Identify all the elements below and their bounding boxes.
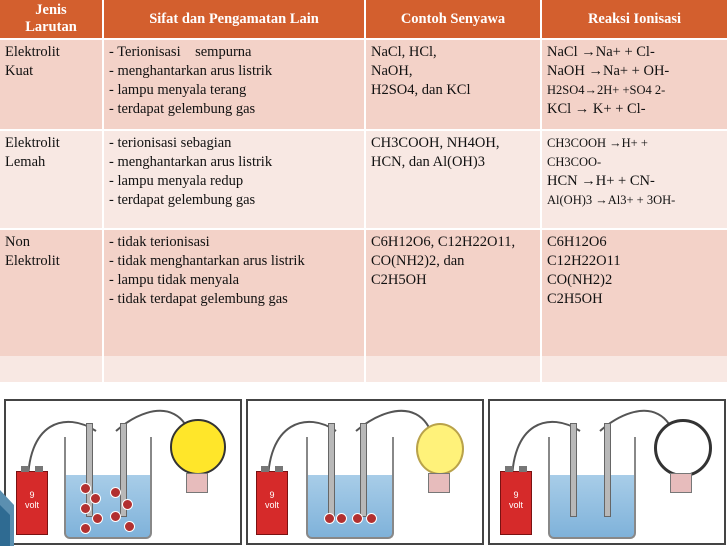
table-row xyxy=(0,130,728,229)
bubble-icon xyxy=(124,521,135,532)
electrode-icon xyxy=(360,423,367,517)
sifat-line: - Terionisasi sempurna xyxy=(109,44,252,60)
empty-cell xyxy=(103,356,365,382)
header-contoh: Contoh Senyawa xyxy=(365,0,541,39)
contoh-line: NaCl, HCl, xyxy=(371,44,437,60)
sifat-cell xyxy=(103,229,365,356)
reaksi-line: NaCl →Na+ + Cl- xyxy=(547,44,655,60)
reaksi-line: Al(OH)3 →Al3+ + 3OH- xyxy=(547,193,676,207)
sifat-line: - tidak menghantarkan arus listrik xyxy=(109,253,305,269)
lamp-base-icon xyxy=(186,473,208,493)
electrode-icon xyxy=(570,423,577,517)
bubble-icon xyxy=(80,523,91,534)
contoh-cell xyxy=(365,39,541,130)
jenis-line: Elektrolit xyxy=(5,135,60,151)
reaksi-cell xyxy=(541,130,728,229)
jenis-cell xyxy=(0,130,103,229)
beaker-icon xyxy=(306,437,394,539)
experiment-non-electrolyte xyxy=(488,399,726,545)
jenis-line: Elektrolit xyxy=(5,44,60,60)
reaksi-line: CH3COO- xyxy=(547,155,602,169)
jenis-line: Non xyxy=(5,234,30,250)
lamp-base-icon xyxy=(670,473,692,493)
contoh-cell xyxy=(365,130,541,229)
contoh-line: NaOH, xyxy=(371,63,413,79)
contoh-line: CH3COOH, NH4OH, xyxy=(371,135,500,151)
table-row xyxy=(0,229,728,356)
bubble-icon xyxy=(92,513,103,524)
sifat-line: - tidak terdapat gelembung gas xyxy=(109,291,288,307)
reaksi-line: H2SO4→2H+ +SO4 2- xyxy=(547,83,666,97)
beaker-icon xyxy=(64,437,152,539)
sifat-line: - terdapat gelembung gas xyxy=(109,192,256,208)
empty-cell xyxy=(365,356,541,382)
off-bulb-icon xyxy=(654,419,712,477)
contoh-line: C2H5OH xyxy=(371,272,427,288)
battery-icon xyxy=(16,471,48,535)
bubble-icon xyxy=(352,513,363,524)
jenis-cell xyxy=(0,229,103,356)
bright-bulb-icon xyxy=(170,419,226,475)
sifat-line: - menghantarkan arus listrik xyxy=(109,63,273,79)
bubble-icon xyxy=(110,511,121,522)
header-row xyxy=(0,0,728,39)
sifat-line: - lampu menyala redup xyxy=(109,173,244,189)
sifat-line: - menghantarkan arus listrik xyxy=(109,154,273,170)
sifat-line: - lampu menyala terang xyxy=(109,82,247,98)
jenis-line: Kuat xyxy=(5,63,34,79)
sifat-line: - lampu tidak menyala xyxy=(109,272,240,288)
experiment-illustrations xyxy=(0,391,728,546)
reaksi-cell xyxy=(541,39,728,130)
reaksi-line: HCN →H+ + CN- xyxy=(547,173,655,189)
bubble-icon xyxy=(366,513,377,524)
table-row xyxy=(0,39,728,130)
battery-icon xyxy=(256,471,288,535)
table-row-empty xyxy=(0,356,728,382)
battery-icon xyxy=(500,471,532,535)
reaksi-line: CO(NH2)2 xyxy=(547,272,613,288)
battery-label: 9 volt xyxy=(24,490,39,510)
sifat-cell xyxy=(103,39,365,130)
sifat-cell xyxy=(103,130,365,229)
jenis-cell xyxy=(0,39,103,130)
reaksi-line: C12H22O11 xyxy=(547,253,621,269)
battery-label: 9 volt xyxy=(264,490,279,510)
electrode-icon xyxy=(328,423,335,517)
contoh-line: C6H12O6, C12H22O11, xyxy=(371,234,516,250)
empty-cell xyxy=(0,356,103,382)
bubble-icon xyxy=(336,513,347,524)
lamp-base-icon xyxy=(428,473,450,493)
sifat-line: - terdapat gelembung gas xyxy=(109,101,256,117)
bubble-icon xyxy=(110,487,121,498)
contoh-line: H2SO4, dan KCl xyxy=(371,82,471,98)
bubble-icon xyxy=(80,483,91,494)
sifat-line: - tidak terionisasi xyxy=(109,234,210,250)
dim-bulb-icon xyxy=(416,423,464,475)
sifat-line: - terionisasi sebagian xyxy=(109,135,232,151)
contoh-line: HCN, dan Al(OH)3 xyxy=(371,154,485,170)
jenis-line: Lemah xyxy=(5,154,46,170)
bubble-icon xyxy=(122,499,133,510)
experiment-weak-electrolyte xyxy=(246,399,484,545)
beaker-icon xyxy=(548,437,636,539)
experiment-strong-electrolyte xyxy=(4,399,242,545)
reaksi-line: CH3COOH →H+ + xyxy=(547,136,648,150)
bubble-icon xyxy=(324,513,335,524)
battery-label: 9 volt xyxy=(508,490,523,510)
header-sifat: Sifat dan Pengamatan Lain xyxy=(103,0,365,39)
empty-cell xyxy=(541,356,728,382)
jenis-line: Elektrolit xyxy=(5,253,60,269)
bubble-icon xyxy=(80,503,91,514)
contoh-cell xyxy=(365,229,541,356)
bubble-icon xyxy=(90,493,101,504)
reaksi-line: KCl → K+ + Cl- xyxy=(547,101,646,117)
header-reaksi: Reaksi Ionisasi xyxy=(541,0,728,39)
reaksi-line: NaOH →Na+ + OH- xyxy=(547,63,670,79)
header-jenis-larutan: Jenis Larutan xyxy=(0,0,103,39)
electrode-icon xyxy=(604,423,611,517)
reaksi-cell xyxy=(541,229,728,356)
reaksi-line: C6H12O6 xyxy=(547,234,607,250)
contoh-line: CO(NH2)2, dan xyxy=(371,253,465,269)
reaksi-line: C2H5OH xyxy=(547,291,603,307)
